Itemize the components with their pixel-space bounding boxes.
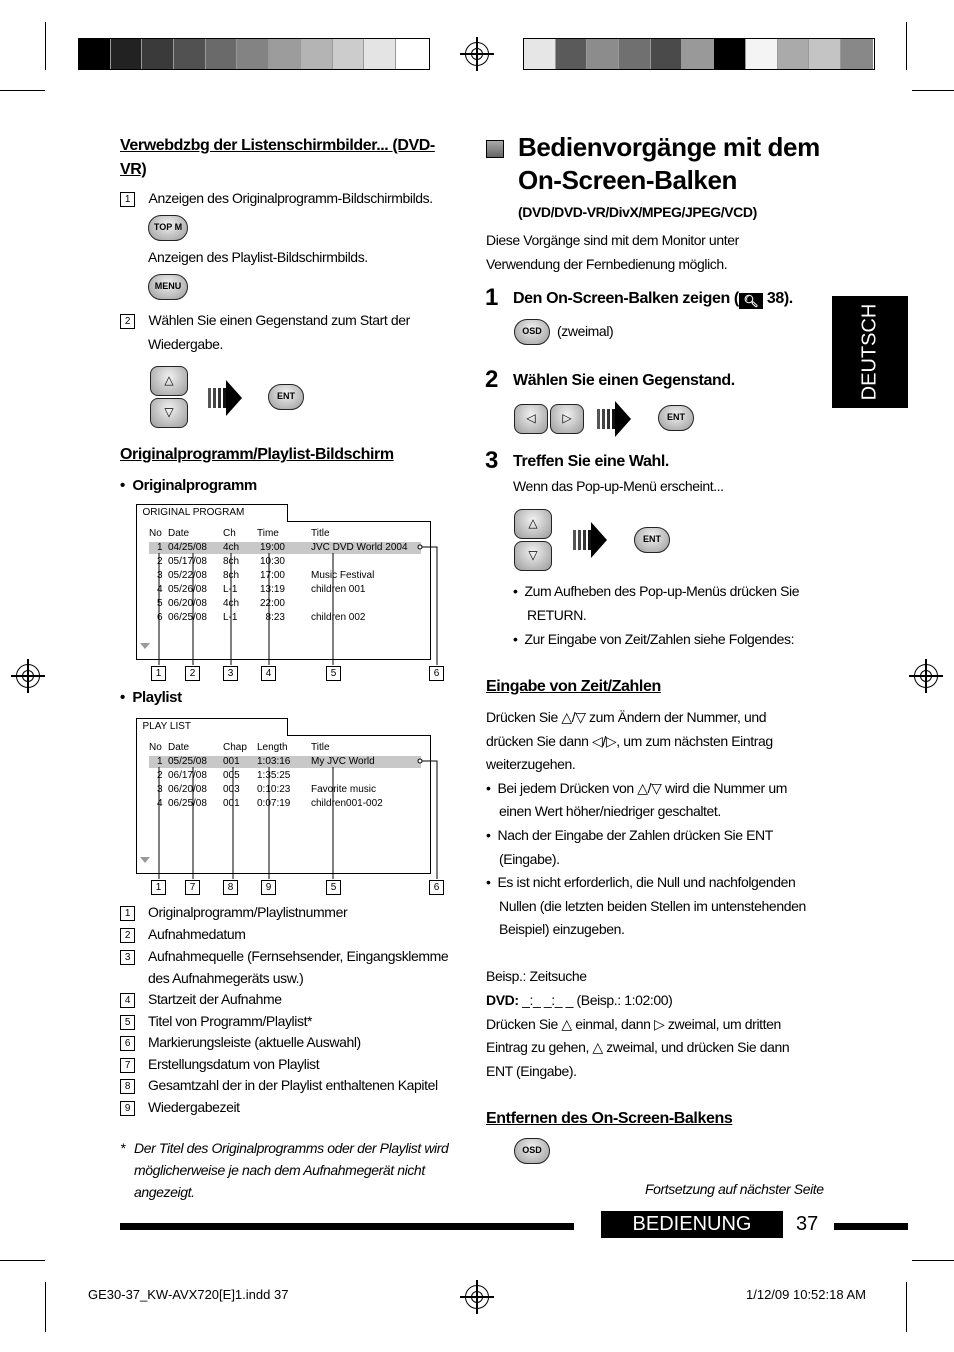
table-cell: 4ch [223, 598, 240, 609]
swatch [556, 39, 588, 69]
number-box: 7 [120, 1058, 135, 1073]
swatch [778, 39, 810, 69]
legend-text: des Aufnahmegeräts usw.) [148, 970, 304, 986]
col-title: Title [311, 742, 330, 753]
bullet-2: • Zur Eingabe von Zeit/Zahlen siehe Folgendes: [513, 631, 795, 647]
time-bullet-2-text: Nach der Eingabe der Zahlen drücken Sie ENT [497, 827, 773, 843]
swatch [174, 39, 206, 69]
swatch [79, 39, 111, 69]
ent-button[interactable]: ENT [658, 405, 694, 431]
table-cell: 06/25/08 [168, 612, 207, 623]
table-cell: L-1 [223, 584, 238, 595]
footer-rule-left [120, 1223, 574, 1230]
step-1-heading [513, 290, 793, 309]
legend-text: Wiedergabezeit [148, 1099, 240, 1115]
up-triangle-icon: △ [164, 373, 174, 387]
footnote-line-2: möglicherweise je nach dem Aufnahmegerät nicht [134, 1162, 425, 1178]
registration-mark-icon [16, 664, 40, 688]
page-number: 37 [796, 1213, 819, 1235]
step-2-number: 2 [485, 366, 499, 393]
table-cell: 13:19 [259, 584, 285, 595]
legend-item [120, 991, 282, 1008]
table-cell: 04/25/08 [168, 542, 207, 553]
swatch [746, 39, 778, 69]
number-box: 2 [120, 314, 135, 329]
callout-number: 6 [429, 666, 444, 681]
legend-item [120, 1034, 361, 1051]
side-tab-label: DEUTSCH [858, 303, 881, 401]
table-cell: 05/25/08 [168, 756, 207, 767]
step-1 [120, 190, 433, 207]
table-cell: 05/17/08 [168, 556, 207, 567]
page-title-line-2: On-Screen-Balken [518, 165, 738, 195]
original-callout-lines [136, 521, 446, 671]
registration-mark-icon [914, 664, 938, 688]
bullet-2-text: Zur Eingabe von Zeit/Zahlen siehe Folgendes: [524, 631, 795, 647]
legend-item [120, 1013, 312, 1030]
table-cell: 1:03:16 [257, 756, 291, 767]
table-cell: children 002 [311, 612, 366, 623]
right-button[interactable] [550, 404, 584, 434]
time-bullet-1-text: Bei jedem Drücken von △/▽ wird die Nummer um [497, 780, 787, 796]
swatch [809, 39, 841, 69]
left-button[interactable] [514, 404, 548, 434]
callout-number: 1 [151, 880, 166, 895]
callout-number: 7 [185, 880, 200, 895]
footnote-mark: * [120, 1140, 126, 1156]
swatch [524, 39, 556, 69]
table-cell: 8:23 [265, 612, 285, 623]
osd-button[interactable]: OSD [514, 319, 550, 345]
top-menu-button[interactable]: TOP M [148, 215, 188, 241]
step-1-sub: (zweimal) [557, 323, 614, 339]
time-bullet-1-cont: einen Wert höher/niedriger geschaltet. [499, 803, 721, 819]
swatch [841, 39, 873, 69]
time-bullet-3: • Es ist nicht erforderlich, die Null und nachfolgenden [486, 874, 796, 890]
step-3-sub: Wenn das Pop-up-Menü erscheint... [513, 478, 724, 494]
legend-text: Startzeit der Aufnahme [148, 991, 282, 1007]
step-1-text: Anzeigen des Originalprogramm-Bildschirmbilds. [148, 190, 433, 206]
col-title: Title [311, 528, 330, 539]
table-cell: 5 [157, 598, 163, 609]
number-box: 1 [120, 192, 135, 207]
table-cell: children001-002 [311, 798, 383, 809]
legend-item [120, 970, 303, 986]
table-cell: 1:35:25 [257, 770, 291, 781]
step-1-heading-a: Den On-Screen-Balken zeigen ( [513, 290, 739, 307]
footer-rule-right [834, 1223, 908, 1230]
up-button[interactable] [514, 509, 552, 539]
table-cell: 3 [157, 570, 163, 581]
table-cell: 17:00 [259, 570, 285, 581]
legend-text: Originalprogramm/Playlistnummer [148, 904, 348, 920]
table-cell: 10:30 [259, 556, 285, 567]
time-bullet-3-cont: Nullen (die letzten beiden Stellen im untenstehenden [499, 898, 806, 914]
table-cell: 05/22/08 [168, 570, 207, 581]
time-p1-line-2: drücken Sie dann ◁/▷, um zum nächsten Eintrag [486, 733, 773, 749]
legend-text: Aufnahmequelle (Fernsehsender, Eingangsklemme [148, 948, 449, 964]
step-1-heading-b: 38). [762, 290, 793, 307]
swatch [587, 39, 619, 69]
table-cell: 4 [157, 798, 163, 809]
col-date: Date [168, 742, 190, 753]
screen-tab: ORIGINAL PROGRAM [136, 504, 288, 522]
number-box: 2 [120, 928, 135, 943]
time-bullet-3-text: Es ist nicht erforderlich, die Null und nachfolgenden [497, 874, 796, 890]
number-box: 8 [120, 1079, 135, 1094]
callout-number: 2 [185, 666, 200, 681]
down-triangle-icon: ▽ [528, 548, 538, 562]
legend-item [120, 904, 347, 921]
footer-file: GE30-37_KW-AVX720[E]1.indd 37 [88, 1287, 289, 1302]
registration-mark-icon [465, 1285, 489, 1309]
continued-note: Fortsetzung auf nächster Seite [645, 1181, 824, 1197]
bullet-1-cont: RETURN. [527, 607, 587, 623]
callout-number: 1 [151, 666, 166, 681]
down-triangle-icon: ▽ [164, 405, 174, 419]
swatch [206, 39, 238, 69]
swatch [682, 39, 714, 69]
down-button[interactable] [150, 398, 188, 428]
playlist-callout-lines [136, 735, 446, 885]
example-dvd-label: DVD: [486, 992, 519, 1008]
bullet-1-text: Zum Aufheben des Pop-up-Menüs drücken Sie [524, 583, 800, 599]
footnote-line-3: angezeigt. [134, 1184, 195, 1200]
footer-section-box: BEDIENUNG [601, 1211, 783, 1238]
registration-mark-icon [465, 42, 489, 66]
left-triangle-icon: ◁ [526, 411, 536, 425]
table-cell: My JVC World [311, 756, 375, 767]
swatch [396, 39, 428, 69]
footnote-line-1: Der Titel des Originalprogramms oder der Playlist wird [134, 1140, 449, 1156]
table-cell: 1 [157, 542, 163, 553]
table-cell: 4 [157, 584, 163, 595]
number-box: 6 [120, 1036, 135, 1051]
swatch [142, 39, 174, 69]
col-chap: Chap [223, 742, 247, 753]
time-bullet-2-cont: (Eingabe). [499, 851, 560, 867]
table-cell: 05/26/08 [168, 584, 207, 595]
table-cell: 003 [223, 784, 240, 795]
table-cell: 3 [157, 784, 163, 795]
right-arrow-icon [573, 520, 609, 560]
table-cell: 2 [157, 556, 163, 567]
col-length: Length [257, 742, 288, 753]
col-date: Date [168, 528, 190, 539]
legend-item [120, 1099, 240, 1116]
section-screens-heading: Originalprogramm/Playlist-Bildschirm [120, 446, 394, 463]
osd-button[interactable]: OSD [514, 1138, 550, 1164]
table-cell: 001 [223, 756, 240, 767]
step-2-heading: Wählen Sie einen Gegenstand. [513, 372, 735, 389]
color-bar-right [523, 38, 875, 70]
swatch [714, 39, 746, 69]
step-1-number: 1 [485, 284, 499, 311]
col-time: Time [257, 528, 279, 539]
right-arrow-icon [208, 378, 244, 418]
table-cell: 1 [157, 756, 163, 767]
table-cell: JVC DVD World 2004 [311, 542, 408, 553]
example-p-line-1: Drücken Sie △ einmal, dann ▷ zweimal, um dritten [486, 1016, 781, 1032]
number-box: 4 [120, 993, 135, 1008]
swatch [301, 39, 333, 69]
callout-number: 8 [223, 880, 238, 895]
legend-item [120, 1056, 319, 1073]
legend-text: Aufnahmedatum [148, 926, 246, 942]
table-cell: 06/25/08 [168, 798, 207, 809]
swatch [269, 39, 301, 69]
bullet-original-label: Originalprogramm [132, 477, 257, 494]
intro-line-2: Verwendung der Fernbedienung möglich. [486, 256, 728, 272]
screen-tab: PLAY LIST [136, 718, 288, 736]
legend-text: Markierungsleiste (aktuelle Auswahl) [148, 1034, 361, 1050]
table-cell: 8ch [223, 570, 240, 581]
callout-number: 3 [223, 666, 238, 681]
swatch [111, 39, 143, 69]
step-1b-text: Anzeigen des Playlist-Bildschirmbilds. [148, 249, 368, 265]
footer-date: 1/12/09 10:52:18 AM [746, 1287, 866, 1302]
formats-label: (DVD/DVD-VR/DivX/MPEG/JPEG/VCD) [518, 204, 757, 220]
page-title-line-1: Bedienvorgänge mit dem [518, 132, 820, 162]
col-no: No [149, 528, 162, 539]
legend-item [120, 948, 448, 965]
table-cell: 06/20/08 [168, 784, 207, 795]
bullet-playlist: • Playlist [120, 689, 182, 706]
table-cell: Music Festival [311, 570, 375, 581]
swatch [619, 39, 651, 69]
time-bullet-2: • Nach der Eingabe der Zahlen drücken Sie ENT [486, 827, 773, 843]
menu-button[interactable]: MENU [148, 274, 188, 300]
step-2-text: Wählen Sie einen Gegenstand zum Start der [148, 312, 410, 328]
time-bullet-1: • Bei jedem Drücken von △/▽ wird die Nummer um [486, 780, 787, 796]
table-cell: 6 [157, 612, 163, 623]
table-cell: 22:00 [259, 598, 285, 609]
swatch [364, 39, 396, 69]
section-time-heading: Eingabe von Zeit/Zahlen [486, 678, 661, 695]
table-cell: 4ch [223, 542, 240, 553]
bullet-playlist-label: Playlist [132, 689, 182, 706]
legend-text: Gesamtzahl der in der Playlist enthaltenen Kapitel [148, 1077, 438, 1093]
ent-button[interactable]: ENT [268, 384, 304, 410]
ent-button[interactable]: ENT [634, 527, 670, 553]
swatch [651, 39, 683, 69]
bullet-1: • Zum Aufheben des Pop-up-Menüs drücken Sie [513, 583, 800, 599]
time-p1-line-1: Drücken Sie △/▽ zum Ändern der Nummer, und [486, 709, 767, 725]
example-dvd [486, 992, 672, 1008]
color-bar-left [78, 38, 430, 70]
down-button[interactable] [514, 541, 552, 571]
col-no: No [149, 742, 162, 753]
left-heading: Verwebdzbg der Listenschirmbilder... (DVD-VR) [120, 137, 435, 178]
callout-number: 5 [326, 666, 341, 681]
number-box: 3 [120, 950, 135, 965]
intro-line-1: Diese Vorgänge sind mit dem Monitor unter [486, 232, 739, 248]
example-p-line-2: Eintrag zu gehen, △ zweimal, und drücken Sie dann [486, 1039, 790, 1055]
up-button[interactable] [150, 366, 188, 396]
right-triangle-icon: ▷ [562, 411, 572, 425]
bullet-original: • Originalprogramm [120, 477, 257, 494]
table-cell: L-1 [223, 612, 238, 623]
right-arrow-icon [597, 399, 633, 439]
table-cell: 06/17/08 [168, 770, 207, 781]
legend-text: Erstellungsdatum von Playlist [148, 1056, 320, 1072]
up-triangle-icon: △ [528, 516, 538, 530]
callout-number: 6 [429, 880, 444, 895]
table-cell: 001 [223, 798, 240, 809]
table-cell: 0:10:23 [257, 784, 291, 795]
table-cell: 19:00 [259, 542, 285, 553]
example-dvd-value: _:_ _:_ _ (Beisp.: 1:02:00) [518, 992, 673, 1008]
legend-item [120, 1077, 438, 1094]
side-tab-deutsch [832, 296, 908, 408]
number-box: 1 [120, 906, 135, 921]
section-remove-heading: Entfernen des On-Screen-Balkens [486, 1110, 733, 1127]
table-cell: 005 [223, 770, 240, 781]
magnifier-icon: 🔍︎ [739, 293, 763, 309]
table-cell: 8ch [223, 556, 240, 567]
swatch [237, 39, 269, 69]
step-3-heading: Treffen Sie eine Wahl. [513, 453, 669, 470]
time-bullet-3-cont2: Beispiel) einzugeben. [499, 921, 625, 937]
number-box: 9 [120, 1101, 135, 1116]
title-square-icon [486, 140, 504, 158]
step-3-number: 3 [485, 447, 499, 474]
example-label: Beisp.: Zeitsuche [486, 968, 587, 984]
legend-text: Titel von Programm/Playlist* [148, 1013, 313, 1029]
number-box: 5 [120, 1015, 135, 1030]
legend-item [120, 926, 246, 943]
example-p-line-3: ENT (Eingabe). [486, 1063, 577, 1079]
callout-number: 5 [326, 880, 341, 895]
step-2-text-2: Wiedergabe. [148, 336, 223, 352]
table-cell: children 001 [311, 584, 366, 595]
time-p1-line-3: weiterzugehen. [486, 756, 576, 772]
callout-number: 9 [261, 880, 276, 895]
swatch [333, 39, 365, 69]
table-cell: 2 [157, 770, 163, 781]
callout-number: 4 [261, 666, 276, 681]
step-2 [120, 312, 410, 329]
col-ch: Ch [223, 528, 236, 539]
table-cell: 0:07:19 [257, 798, 291, 809]
table-cell: 06/20/08 [168, 598, 207, 609]
table-cell: Favorite music [311, 784, 377, 795]
